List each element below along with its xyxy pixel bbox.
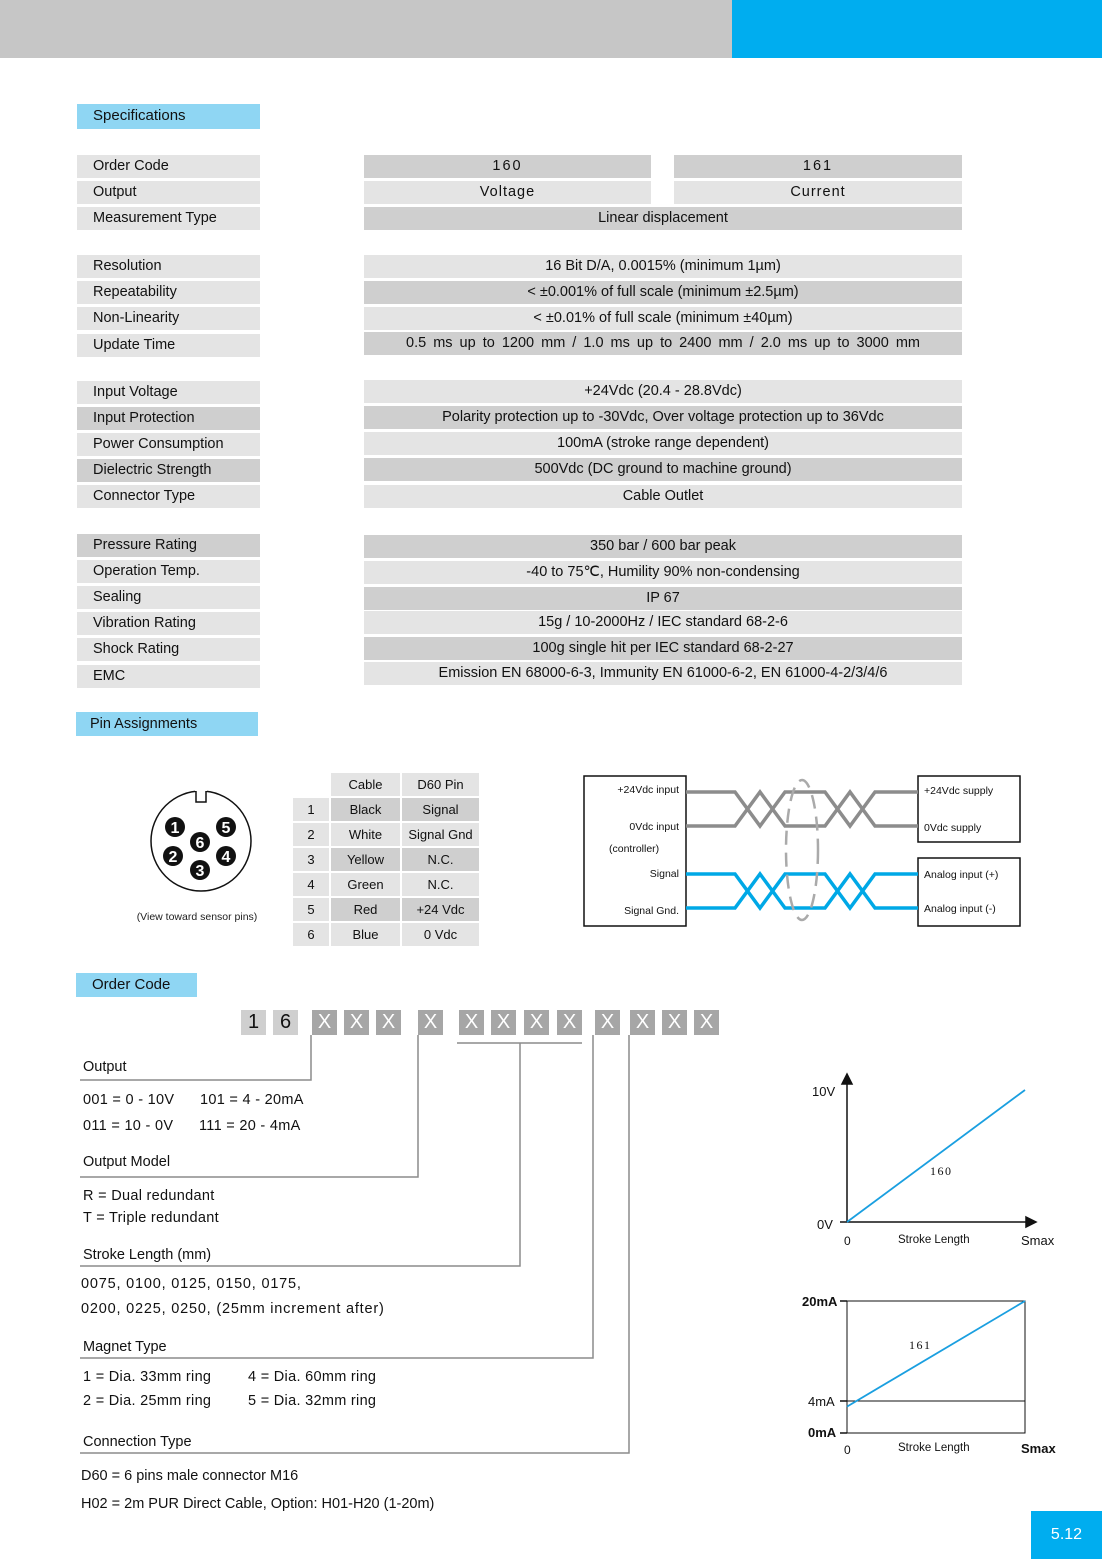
spec-label: Sealing xyxy=(77,586,260,609)
header-bar-gray xyxy=(0,0,732,58)
order-code-box: X xyxy=(662,1010,687,1035)
pin-d60: 0 Vdc xyxy=(402,923,479,946)
connector-caption: (View toward sensor pins) xyxy=(136,911,258,923)
order-field-model-title: Output Model xyxy=(83,1154,171,1170)
label-analog-neg: Analog input (-) xyxy=(924,903,996,915)
x-tick-label: Smax xyxy=(1021,1233,1055,1248)
pin-d60: N.C. xyxy=(402,873,479,896)
power-wire-24v xyxy=(686,792,918,826)
spec-label: Connector Type xyxy=(77,485,260,508)
pin-number: 4 xyxy=(293,873,329,896)
pin-cable-color: Red xyxy=(331,898,400,921)
wiring-diagram xyxy=(580,772,1025,932)
order-code-box: X xyxy=(344,1010,369,1035)
spec-label-measurement-type: Measurement Type xyxy=(77,207,260,230)
spec-label: Resolution xyxy=(77,255,260,278)
spec-value: 500Vdc (DC ground to machine ground) xyxy=(364,458,962,481)
spec-label: Update Time xyxy=(77,334,260,357)
order-field-connection-title: Connection Type xyxy=(83,1434,192,1450)
label-signal: Signal xyxy=(649,868,679,880)
series-line-161 xyxy=(847,1301,1025,1407)
x-tick-label: Smax xyxy=(1021,1441,1056,1456)
pin-d60: N.C. xyxy=(402,848,479,871)
order-field-stroke-title: Stroke Length (mm) xyxy=(83,1247,212,1263)
order-field-output-opt: 101 = 4 - 20mA xyxy=(200,1092,304,1108)
spec-label: EMC xyxy=(77,665,260,688)
power-wire-0v xyxy=(686,792,918,826)
order-code-box: 6 xyxy=(273,1010,298,1035)
order-field-output-opt: 001 = 0 - 10V xyxy=(83,1092,175,1108)
order-field-stroke-opt: 0200, 0225, 0250, (25mm increment after) xyxy=(81,1301,385,1317)
spec-value: Cable Outlet xyxy=(364,485,962,508)
spec-measurement-type-value: Linear displacement xyxy=(364,207,962,230)
label-0vdc-input: 0Vdc input xyxy=(629,821,679,833)
spec-label-output: Output xyxy=(77,181,260,204)
order-field-output-opt: 111 = 20 - 4mA xyxy=(199,1118,301,1134)
pin-cable-color: Green xyxy=(331,873,400,896)
pin-d60: Signal xyxy=(402,798,479,821)
order-field-connection-opt: D60 = 6 pins male connector M16 xyxy=(81,1468,299,1484)
spec-value: < ±0.001% of full scale (minimum ±2.5µm) xyxy=(364,281,962,304)
series-label-160: 160 xyxy=(930,1164,953,1178)
spec-label: Power Consumption xyxy=(77,433,260,456)
order-field-magnet-opt: 2 = Dia. 25mm ring xyxy=(83,1393,212,1409)
order-field-connection-opt: H02 = 2m PUR Direct Cable, Option: H01-H20 (1-20m) xyxy=(81,1496,435,1512)
y-tick-label: 4mA xyxy=(808,1394,835,1409)
pin-table-header-cable: Cable xyxy=(331,773,400,796)
spec-value: 0.5 ms up to 1200 mm / 1.0 ms up to 2400 mm / 2.0 ms up to 3000 mm xyxy=(364,332,962,355)
order-field-magnet-opt: 1 = Dia. 33mm ring xyxy=(83,1369,212,1385)
order-field-magnet-title: Magnet Type xyxy=(83,1339,167,1355)
spec-label: Non-Linearity xyxy=(77,307,260,330)
table-row xyxy=(293,898,479,921)
plot-frame xyxy=(847,1301,1025,1433)
spec-value: IP 67 xyxy=(364,587,962,610)
spec-value: 350 bar / 600 bar peak xyxy=(364,535,962,558)
pin-table-header-d60: D60 Pin xyxy=(402,773,479,796)
order-code-box: X xyxy=(524,1010,549,1035)
spec-value: 100mA (stroke range dependent) xyxy=(364,432,962,455)
spec-label: Pressure Rating xyxy=(77,534,260,557)
signal-wire-neg xyxy=(686,874,918,908)
spec-label: Dielectric Strength xyxy=(77,459,260,482)
order-code-box: X xyxy=(491,1010,516,1035)
table-row xyxy=(293,923,479,946)
x-axis-label: Stroke Length xyxy=(898,1442,970,1454)
pin-1-label: 1 xyxy=(170,820,180,837)
x-axis-label: Stroke Length xyxy=(898,1234,970,1246)
order-code-box: X xyxy=(312,1010,337,1035)
order-field-output-opt: 011 = 10 - 0V xyxy=(83,1118,174,1134)
x-axis-arrow xyxy=(1026,1217,1036,1227)
pin-d60: +24 Vdc xyxy=(402,898,479,921)
connector-key-mask xyxy=(195,785,207,791)
spec-value: 16 Bit D/A, 0.0015% (minimum 1µm) xyxy=(364,255,962,278)
pin-table xyxy=(291,771,481,948)
order-code-box: 1 xyxy=(241,1010,266,1035)
spec-value: 15g / 10-2000Hz / IEC standard 68-2-6 xyxy=(364,611,962,634)
pin-table-corner xyxy=(293,773,329,796)
spec-label: Shock Rating xyxy=(77,638,260,661)
order-code-box: X xyxy=(459,1010,484,1035)
specifications-heading: Specifications xyxy=(77,104,260,129)
pin-4-label: 4 xyxy=(221,849,231,866)
spec-value: -40 to 75℃, Humility 90% non-condensing xyxy=(364,561,962,584)
y-tick-label: 10V xyxy=(812,1084,836,1099)
order-field-model-opt: T = Triple redundant xyxy=(83,1210,219,1226)
spec-order-code-161: 161 xyxy=(674,155,962,178)
x-tick-label: 0 xyxy=(844,1443,851,1457)
spec-value: +24Vdc (20.4 - 28.8Vdc) xyxy=(364,380,962,403)
pin-assignments-heading: Pin Assignments xyxy=(76,712,258,736)
label-signal-gnd: Signal Gnd. xyxy=(624,905,679,917)
pin-number: 3 xyxy=(293,848,329,871)
pin-d60: Signal Gnd xyxy=(402,823,479,846)
spec-value: Polarity protection up to -30Vdc, Over voltage protection up to 36Vdc xyxy=(364,406,962,429)
pin-5-label: 5 xyxy=(221,820,231,837)
pin-number: 5 xyxy=(293,898,329,921)
cable-shield xyxy=(786,780,818,920)
pin-3-label: 3 xyxy=(195,863,205,880)
connector-diagram xyxy=(140,780,270,910)
pin-cable-color: Yellow xyxy=(331,848,400,871)
label-0vdc-supply: 0Vdc supply xyxy=(924,822,982,834)
y-tick-label: 0mA xyxy=(808,1425,837,1440)
spec-value: Emission EN 68000-6-3, Immunity EN 61000-6-2, EN 61000-4-2/3/4/6 xyxy=(364,662,962,685)
signal-wires xyxy=(686,874,918,908)
pin-number: 6 xyxy=(293,923,329,946)
order-code-heading: Order Code xyxy=(76,973,197,997)
table-row xyxy=(293,823,479,846)
order-code-box: X xyxy=(595,1010,620,1035)
spec-output-160: Voltage xyxy=(364,181,651,204)
spec-label: Operation Temp. xyxy=(77,560,260,583)
spec-label-order-code: Order Code xyxy=(77,155,260,178)
pin-cable-color: White xyxy=(331,823,400,846)
order-code-box: X xyxy=(557,1010,582,1035)
power-wires xyxy=(686,792,918,826)
order-field-model-opt: R = Dual redundant xyxy=(83,1188,215,1204)
table-row xyxy=(293,848,479,871)
label-controller: (controller) xyxy=(609,843,660,855)
y-tick-label: 0V xyxy=(817,1217,833,1232)
spec-value: 100g single hit per IEC standard 68-2-27 xyxy=(364,637,962,660)
spec-label: Input Voltage xyxy=(77,381,260,404)
chart-voltage-output xyxy=(800,1070,1070,1260)
order-field-magnet-opt: 5 = Dia. 32mm ring xyxy=(248,1393,377,1409)
chart-current-output xyxy=(800,1285,1070,1465)
label-24vdc-input: +24Vdc input xyxy=(617,784,679,796)
label-24vdc-supply: +24Vdc supply xyxy=(924,785,994,797)
spec-order-code-160: 160 xyxy=(364,155,651,178)
series-label-161: 161 xyxy=(909,1338,932,1352)
order-code-box: X xyxy=(376,1010,401,1035)
pin-number: 1 xyxy=(293,798,329,821)
spec-value: < ±0.01% of full scale (minimum ±40µm) xyxy=(364,307,962,330)
spec-label: Repeatability xyxy=(77,281,260,304)
pin-6-label: 6 xyxy=(195,835,205,852)
signal-wire-pos xyxy=(686,874,918,908)
order-code-box: X xyxy=(418,1010,443,1035)
table-row xyxy=(293,798,479,821)
pin-2-label: 2 xyxy=(168,849,178,866)
spec-label: Input Protection xyxy=(77,407,260,430)
pin-number: 2 xyxy=(293,823,329,846)
header-bar-blue xyxy=(732,0,1102,58)
pin-cable-color: Black xyxy=(331,798,400,821)
x-tick-label: 0 xyxy=(844,1234,851,1248)
spec-output-161: Current xyxy=(674,181,962,204)
y-axis-arrow xyxy=(842,1074,852,1084)
pin-cable-color: Blue xyxy=(331,923,400,946)
y-tick-label: 20mA xyxy=(802,1294,838,1309)
label-analog-pos: Analog input (+) xyxy=(924,869,999,881)
spec-label: Vibration Rating xyxy=(77,612,260,635)
table-row xyxy=(293,873,479,896)
order-field-output-title: Output xyxy=(83,1059,127,1075)
order-code-box: X xyxy=(694,1010,719,1035)
order-field-stroke-opt: 0075, 0100, 0125, 0150, 0175, xyxy=(81,1276,302,1292)
order-code-box: X xyxy=(630,1010,655,1035)
page-number: 5.12 xyxy=(1031,1511,1102,1559)
series-line-160 xyxy=(847,1090,1025,1222)
order-field-magnet-opt: 4 = Dia. 60mm ring xyxy=(248,1369,377,1385)
